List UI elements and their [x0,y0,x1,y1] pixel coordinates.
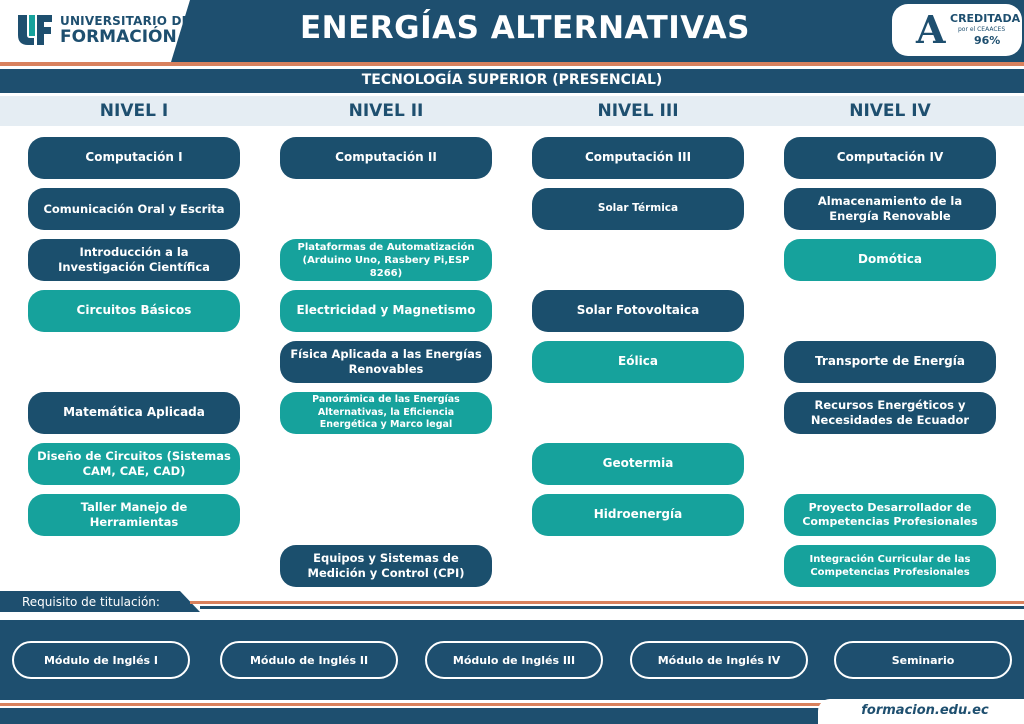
course-pill: Solar Fotovoltaica [532,290,744,332]
course-pill: Integración Curricular de las Competencias Profesionales [784,545,996,587]
course-pill: Física Aplicada a las Energías Renovables [280,341,492,383]
accreditation-a-icon: A [916,7,946,52]
course-pill: Diseño de Circuitos (Sistemas CAM, CAE, CAD) [28,443,240,485]
course-pill: Comunicación Oral y Escrita [28,188,240,230]
course-pill: Computación III [532,137,744,179]
badge-label: CREDITADA [950,12,1021,25]
level-heading-4: NIVEL IV [849,101,931,121]
logo-text-line1: UNIVERSITARIO DE [60,14,191,28]
page-title: ENERGÍAS ALTERNATIVAS [300,10,750,46]
level-heading-2: NIVEL II [348,101,424,121]
course-pill: Domótica [784,239,996,281]
course-pill: Recursos Energéticos y Necesidades de Ecuador [784,392,996,434]
course-pill: Plataformas de Automatización (Arduino Uno, Rasbery Pi,ESP 8266) [280,239,492,281]
requirement-pill: Módulo de Inglés II [220,641,398,679]
website-link[interactable]: formacion.edu.ec [861,703,989,718]
uf-logo-icon [18,15,52,45]
requirement-label: Requisito de titulación: [22,595,160,609]
course-pill: Computación IV [784,137,996,179]
course-pill: Computación I [28,137,240,179]
level-heading-1: NIVEL I [99,101,169,121]
course-pill: Hidroenergía [532,494,744,536]
course-pill: Solar Térmica [532,188,744,230]
requirement-pill: Módulo de Inglés I [12,641,190,679]
accreditation-badge [892,4,1022,56]
program-subtitle: TECNOLOGÍA SUPERIOR (PRESENCIAL) [361,72,663,88]
course-pill: Geotermia [532,443,744,485]
course-pill: Computación II [280,137,492,179]
course-pill: Circuitos Básicos [28,290,240,332]
orange-divider [190,601,1024,604]
course-pill: Matemática Aplicada [28,392,240,434]
badge-subtext: por el CEAACES [958,26,1006,33]
course-pill: Proyecto Desarrollador de Competencias Profesionales [784,494,996,536]
level-heading-3: NIVEL III [597,101,679,121]
course-pill: Introducción a la Investigación Científica [28,239,240,281]
badge-percent: 96% [974,34,1001,47]
navy-divider [200,606,1024,609]
course-pill: Electricidad y Magnetismo [280,290,492,332]
course-pill: Almacenamiento de la Energía Renovable [784,188,996,230]
requirement-pill: Módulo de Inglés III [425,641,603,679]
requirement-pill: Seminario [834,641,1012,679]
course-pill: Transporte de Energía [784,341,996,383]
orange-divider [0,62,1024,66]
course-pill: Equipos y Sistemas de Medición y Control (CPI) [280,545,492,587]
logo-text-line2: FORMACIÓN [60,27,177,47]
course-pill: Eólica [532,341,744,383]
course-pill: Taller Manejo de Herramientas [28,494,240,536]
course-pill: Panorámica de las Energías Alternativas, la Eficiencia Energética y Marco legal [280,392,492,434]
requirement-pill: Módulo de Inglés IV [630,641,808,679]
